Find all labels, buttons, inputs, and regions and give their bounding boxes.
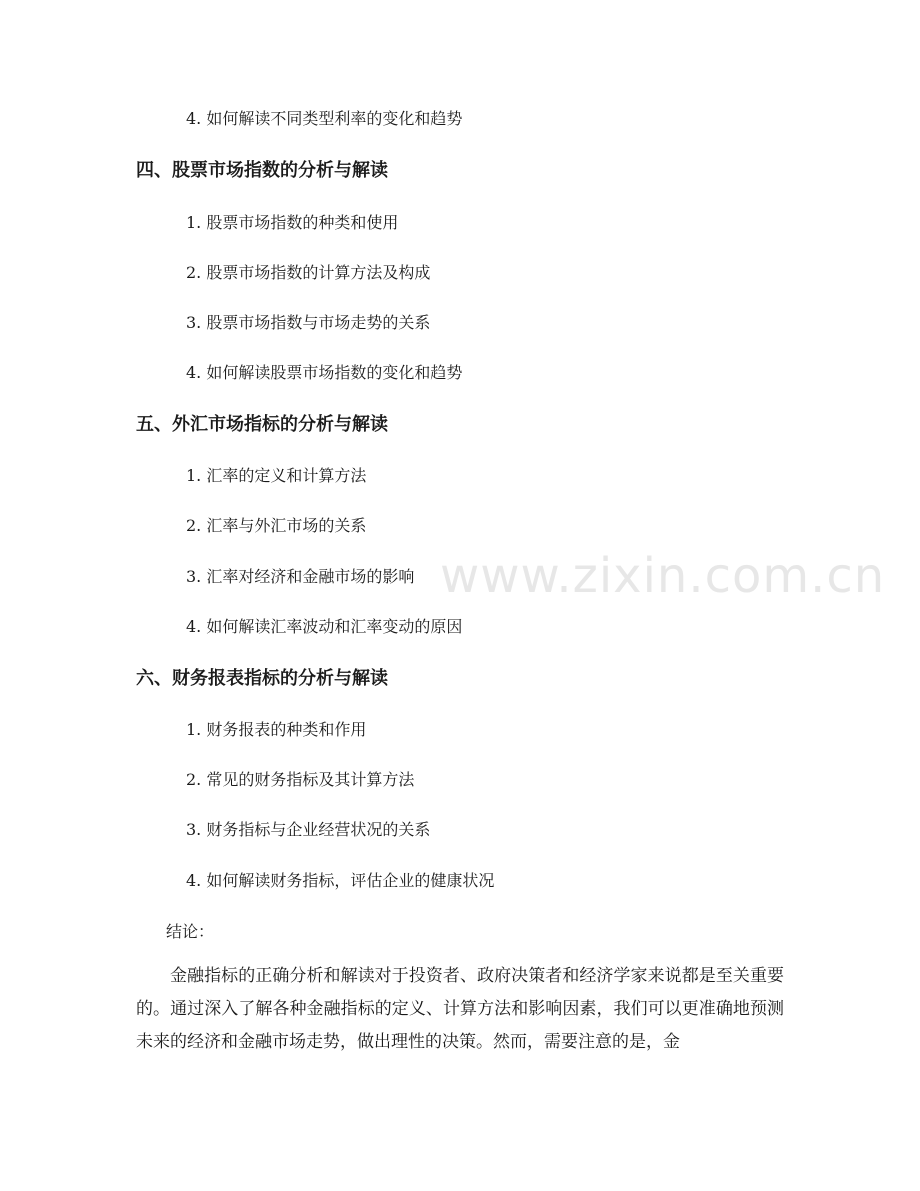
list-item: 4. 如何解读股票市场指数的变化和趋势 xyxy=(186,363,463,382)
section-heading: 五、外汇市场指标的分析与解读 xyxy=(136,414,388,435)
list-item: 3. 股票市场指数与市场走势的关系 xyxy=(186,313,431,332)
list-item: 4. 如何解读不同类型利率的变化和趋势 xyxy=(186,109,463,128)
watermark: www.zixin.com.cn xyxy=(440,548,886,604)
list-item: 4. 如何解读财务指标，评估企业的健康状况 xyxy=(186,871,495,890)
section-heading: 四、股票市场指数的分析与解读 xyxy=(136,160,388,181)
list-item: 2. 常见的财务指标及其计算方法 xyxy=(186,770,415,789)
list-item: 2. 汇率与外汇市场的关系 xyxy=(186,516,367,535)
section-heading: 六、财务报表指标的分析与解读 xyxy=(136,668,388,689)
list-item: 1. 财务报表的种类和作用 xyxy=(186,720,367,739)
list-item: 1. 股票市场指数的种类和使用 xyxy=(186,213,399,232)
list-item: 4. 如何解读汇率波动和汇率变动的原因 xyxy=(186,617,463,636)
conclusion-label: 结论： xyxy=(166,922,215,941)
list-item: 3. 财务指标与企业经营状况的关系 xyxy=(186,820,431,839)
list-item: 3. 汇率对经济和金融市场的影响 xyxy=(186,567,415,586)
list-item: 1. 汇率的定义和计算方法 xyxy=(186,466,367,485)
list-item: 2. 股票市场指数的计算方法及构成 xyxy=(186,263,431,282)
conclusion-paragraph: 金融指标的正确分析和解读对于投资者、政府决策者和经济学家来说都是至关重要的。通过深入了解各种金融指标的定义、计算方法和影响因素，我们可以更准确地预测未来的经济和金融市场走势，做出理性的决策。然而，需要注意的是，金 xyxy=(136,966,784,1052)
